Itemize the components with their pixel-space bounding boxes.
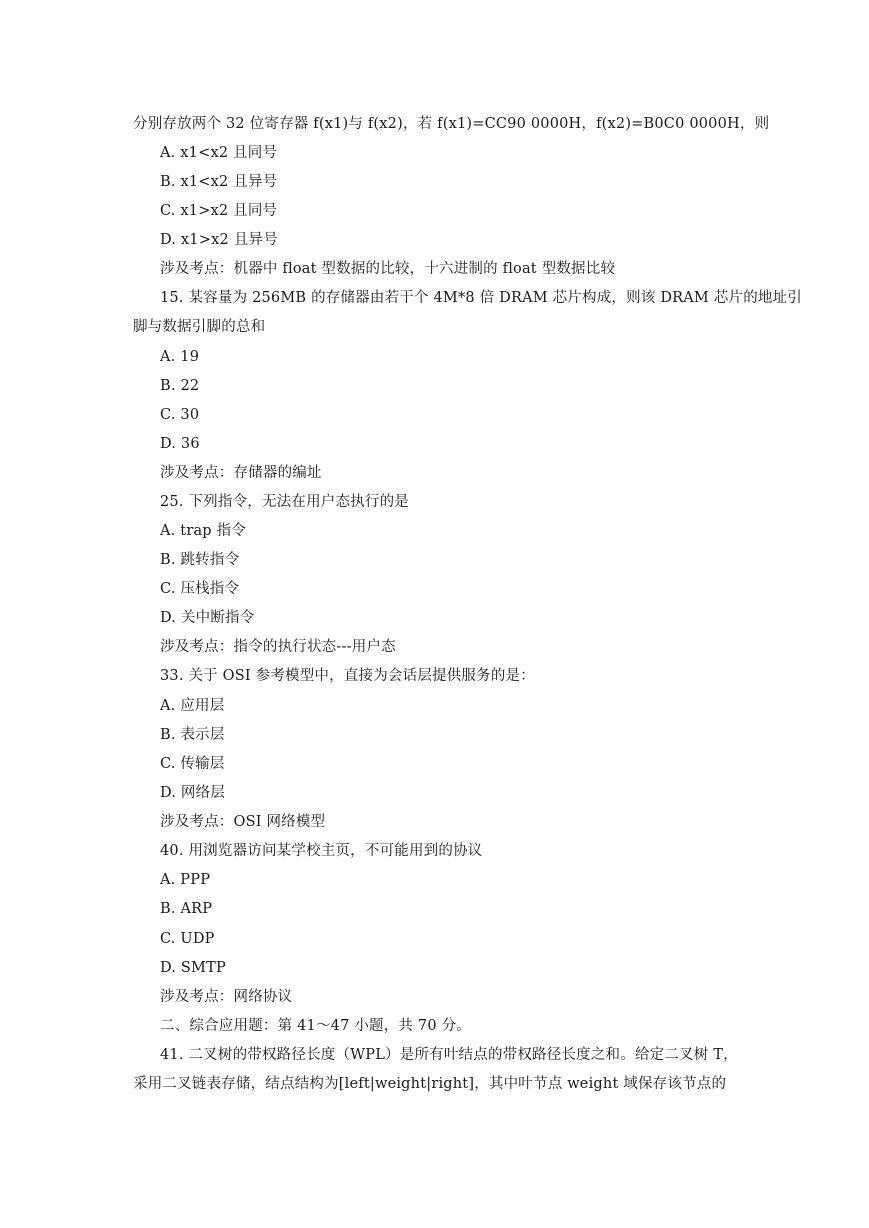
option-b: B. 表示层 bbox=[160, 727, 225, 743]
question-40: 40. 用浏览器访问某学校主页，不可能用到的协议 bbox=[160, 843, 483, 859]
text-line: 采用二叉链表存储，结点结构为[left|weight|right]，其中叶节点 weight 域保存该节点的 bbox=[133, 1076, 727, 1092]
question-33: 33. 关于 OSI 参考模型中，直接为会话层提供服务的是： bbox=[160, 668, 535, 684]
option-a: A. x1<x2 且同号 bbox=[160, 145, 278, 161]
question-15: 15. 某容量为 256MB 的存储器由若干个 4M*8 倍 DRAM 芯片构成，则该 DRAM 芯片的地址引 bbox=[160, 290, 802, 306]
option-c: C. UDP bbox=[160, 931, 215, 947]
option-d: D. 36 bbox=[160, 436, 200, 452]
text-line: 分别存放两个 32 位寄存器 f(x1)与 f(x2)，若 f(x1)=CC90 0000H，f(x2)=B0C0 0000H，则 bbox=[133, 116, 770, 132]
option-b: B. 22 bbox=[160, 378, 200, 394]
option-a: A. 应用层 bbox=[160, 698, 225, 714]
question-25: 25. 下列指令，无法在用户态执行的是 bbox=[160, 494, 409, 510]
question-41: 41. 二叉树的带权路径长度（WPL）是所有叶结点的带权路径长度之和。给定二叉树 T， bbox=[160, 1047, 738, 1063]
option-b: B. ARP bbox=[160, 901, 213, 917]
option-b: B. x1<x2 且异号 bbox=[160, 174, 278, 190]
option-c: C. 压栈指令 bbox=[160, 581, 240, 597]
text-line: 脚与数据引脚的总和 bbox=[133, 319, 266, 335]
topic-note: 涉及考点：网络协议 bbox=[160, 989, 293, 1005]
topic-note: 涉及考点：OSI 网络模型 bbox=[160, 814, 326, 830]
option-d: D. SMTP bbox=[160, 960, 226, 976]
option-a: A. PPP bbox=[160, 872, 211, 888]
option-c: C. x1>x2 且同号 bbox=[160, 203, 278, 219]
option-c: C. 传输层 bbox=[160, 756, 225, 772]
section-heading: 二、综合应用题：第 41～47 小题，共 70 分。 bbox=[160, 1018, 471, 1034]
option-c: C. 30 bbox=[160, 407, 200, 423]
topic-note: 涉及考点：指令的执行状态---用户态 bbox=[160, 639, 396, 655]
option-d: D. 关中断指令 bbox=[160, 610, 255, 626]
option-b: B. 跳转指令 bbox=[160, 552, 240, 568]
option-a: A. 19 bbox=[160, 349, 200, 365]
topic-note: 涉及考点：存储器的编址 bbox=[160, 465, 322, 481]
option-d: D. x1>x2 且异号 bbox=[160, 232, 278, 248]
topic-note: 涉及考点：机器中 float 型数据的比较，十六进制的 float 型数据比较 bbox=[160, 261, 616, 277]
option-a: A. trap 指令 bbox=[160, 523, 246, 539]
option-d: D. 网络层 bbox=[160, 785, 226, 801]
